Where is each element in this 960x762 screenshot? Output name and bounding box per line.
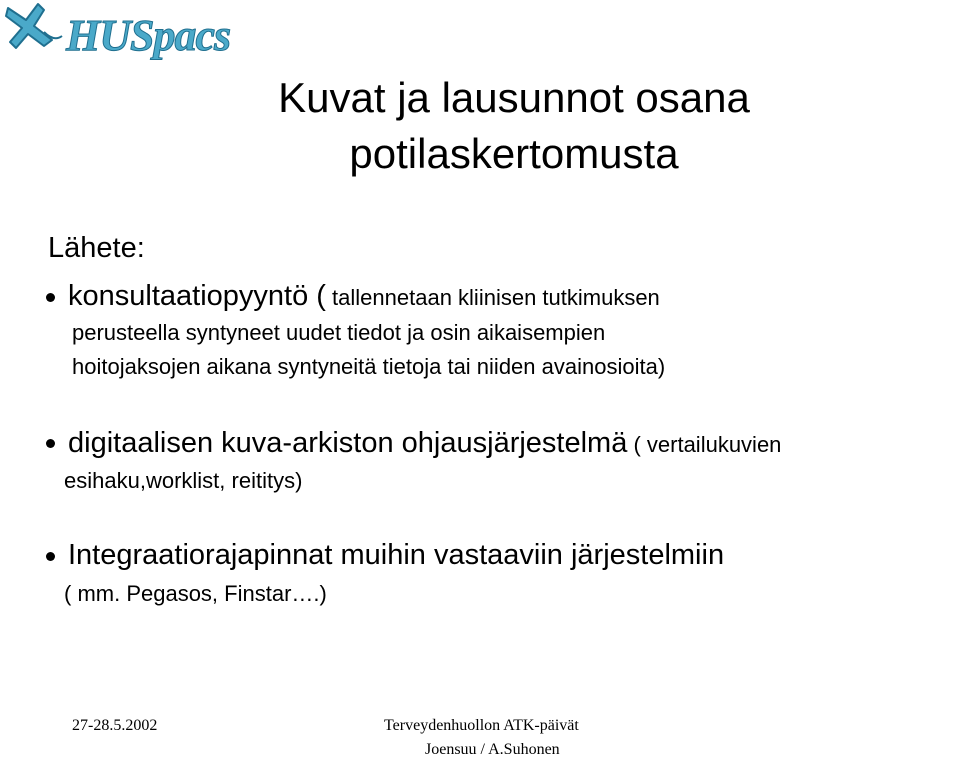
slide-title bbox=[0, 70, 960, 182]
footer-author: Joensuu / A.Suhonen bbox=[425, 741, 560, 758]
bullet-1-continuation-1: perusteella syntyneet uudet tiedot ja osin aikaisempien bbox=[72, 320, 606, 345]
bullet-dot-icon bbox=[46, 293, 55, 302]
logo-text: HUSpacs bbox=[66, 11, 231, 60]
bullet-1-main: konsultaatiopyyntö ( bbox=[68, 280, 326, 312]
title-line-1: Kuvat ja lausunnot osana bbox=[278, 74, 750, 121]
bullet-2-main: digitaalisen kuva-arkiston ohjausjärjestelmä bbox=[68, 427, 628, 459]
bullet-dot-icon bbox=[46, 439, 55, 448]
cross-star-icon bbox=[4, 2, 64, 52]
bullet-2-main-line bbox=[68, 424, 781, 464]
footer-date: 27-28.5.2002 bbox=[72, 717, 158, 734]
huspacs-logo bbox=[4, 2, 234, 72]
bullet-3-main: Integraatiorajapinnat muihin vastaaviin järjestelmiin bbox=[68, 539, 725, 571]
bullet-1-main-line bbox=[68, 278, 660, 316]
bullet-1-continuation-2: hoitojaksojen aikana syntyneitä tietoja tai niiden avainosioita) bbox=[72, 354, 666, 379]
title-line-2: potilaskertomusta bbox=[349, 130, 679, 177]
bullet-2-detail: ( vertailukuvien bbox=[627, 432, 782, 457]
footer-event: Terveydenhuollon ATK-päivät bbox=[384, 717, 579, 734]
bullet-1-detail: tallennetaan kliinisen tutkimuksen bbox=[325, 285, 660, 310]
bullet-3-continuation-1: ( mm. Pegasos, Finstar….) bbox=[64, 581, 327, 606]
bullet-2-continuation-1: esihaku,worklist, reititys) bbox=[64, 468, 303, 493]
section-label: Lähete: bbox=[48, 232, 145, 264]
bullet-dot-icon bbox=[46, 552, 55, 561]
